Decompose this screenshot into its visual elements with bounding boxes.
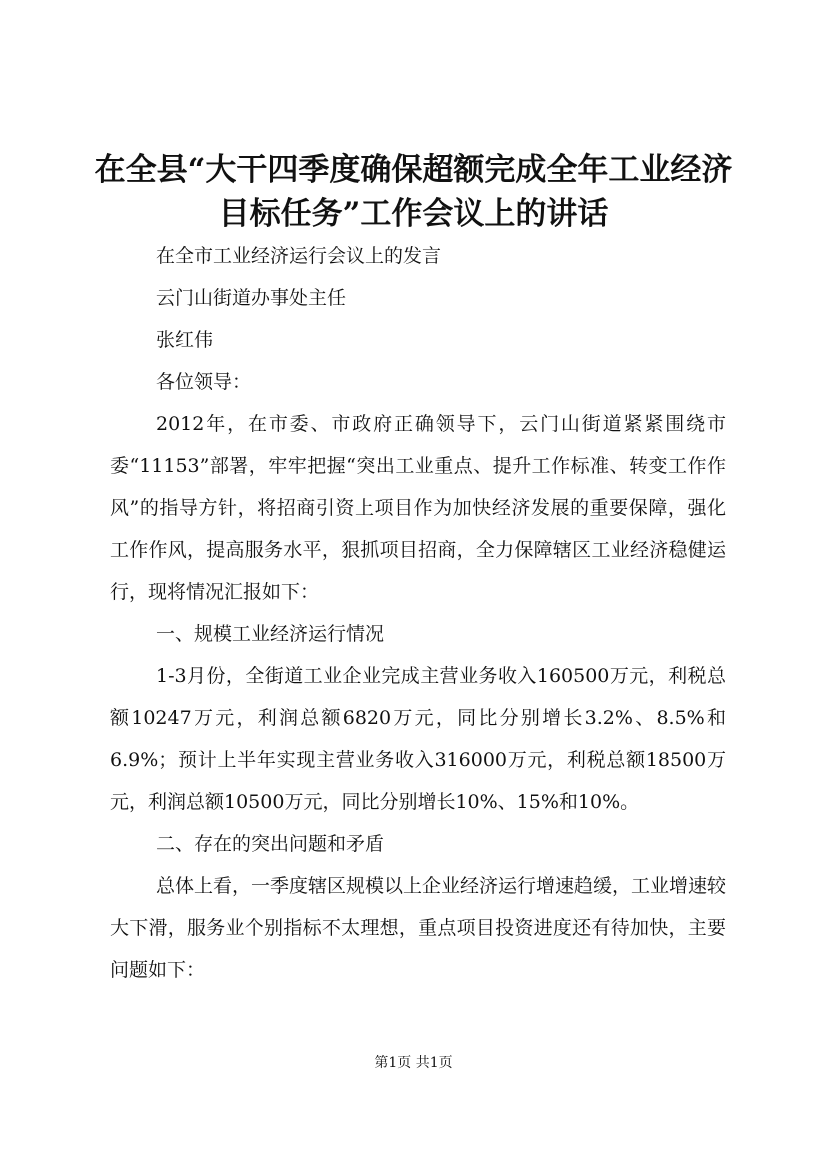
paragraph: 1-3月份，全街道工业企业完成主营业务收入160500万元，利税总额10247万元，利润总额6820万元，同比分别增长3.2%、8.5%和6.9%；预计上半年实现主营业务收入316000万元，利税总额18500万元，利润总额10500万元，同比分别增长10%、15%和10%。 — [110, 665, 726, 813]
salutation: 各位领导： — [156, 371, 252, 393]
paragraph: 2012年，在市委、市政府正确领导下，云门山街道紧紧围绕市委“11153”部署，牢牢把握“突出工业重点、提升工作标准、转变工作作风”的指导方针，将招商引资上项目作为加快经济发展的重要保障，强化工作作风，提高服务水平，狠抓项目招商，全力保障辖区工业经济稳健运行，现将情况汇报如下： — [110, 413, 726, 603]
paragraph: 总体上看，一季度辖区规模以上企业经济运行增速趋缓，工业增速较大下滑，服务业个别指标不太理想，重点项目投资进度还有待加快，主要问题如下： — [110, 875, 727, 981]
document-title: 在全县“大干四季度确保超额完成全年工业经济目标任务”工作会议上的讲话 — [94, 152, 733, 232]
subtitle: 在全市工业经济运行会议上的发言 — [156, 245, 442, 267]
page-footer: 第1页 共1页 — [374, 1055, 453, 1071]
document-body — [110, 235, 726, 991]
organization: 云门山街道办事处主任 — [156, 287, 347, 309]
speaker-name: 张红伟 — [156, 329, 214, 351]
section-heading: 一、规模工业经济运行情况 — [156, 623, 385, 645]
section-heading: 二、存在的突出问题和矛盾 — [156, 833, 385, 855]
